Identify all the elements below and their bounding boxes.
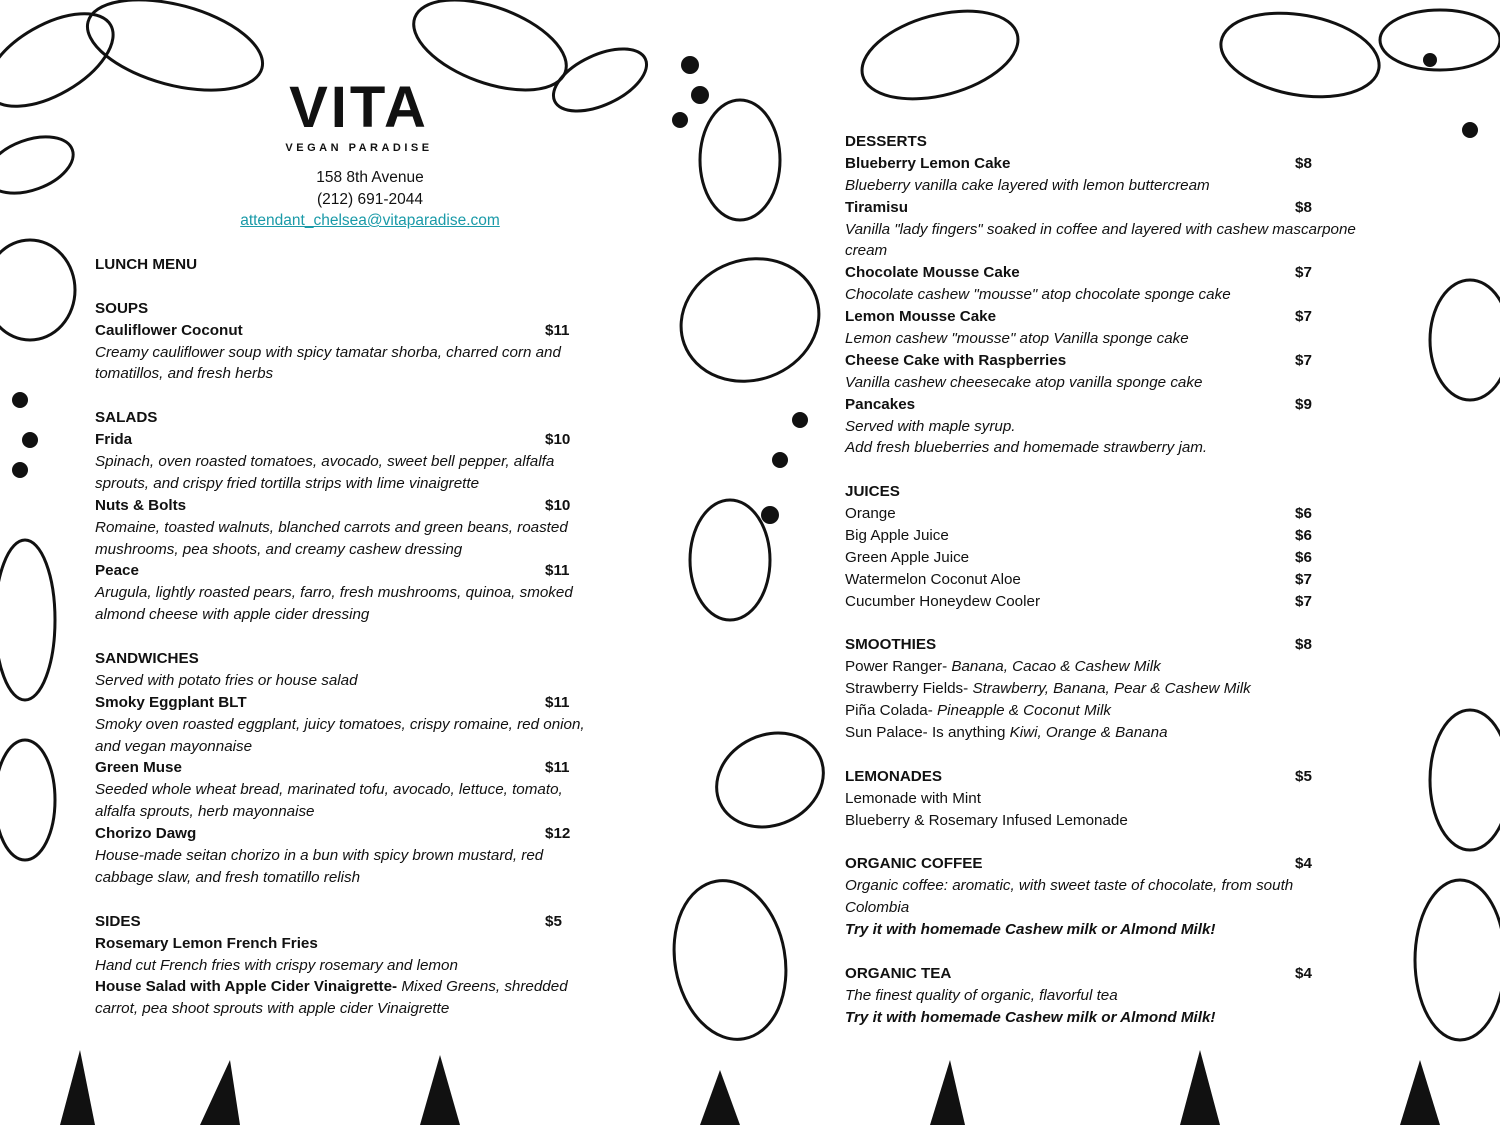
- menu-item-name: House Salad with Apple Cider Vinaigrette-: [95, 978, 402, 996]
- menu-item-name: DESSERTS: [845, 133, 927, 150]
- menu-item-name: ORGANIC COFFEE: [845, 855, 983, 873]
- menu-item-description: Arugula, lightly roasted pears, farro, fresh mushrooms, quinoa, smoked: [95, 584, 573, 602]
- menu-item-description: Colombia: [845, 899, 910, 917]
- menu-item-name: ORGANIC TEA: [845, 964, 952, 982]
- menu-item-price: $11: [545, 321, 570, 339]
- leaf-icon: [0, 0, 128, 125]
- menu-line: [95, 867, 655, 889]
- menu-item-name: Tiramisu: [845, 198, 909, 216]
- blank-line: [95, 626, 655, 648]
- menu-item-description: Smoky oven roasted eggplant, juicy tomatoes, crispy romaine, red onion,: [95, 715, 585, 733]
- menu-item-price: $6: [1295, 527, 1312, 545]
- menu-item-price: $6: [1295, 548, 1312, 566]
- menu-item-description: carrot, pea shoot sprouts with apple cider Vinaigrette: [95, 1000, 450, 1018]
- menu-item-row: [845, 503, 1435, 525]
- menu-item-row: [95, 560, 655, 582]
- leaf-icon: [662, 872, 798, 1049]
- menu-item-description: mushrooms, pea shoots, and creamy cashew dressing: [95, 540, 463, 558]
- menu-item-description: Served with potato fries or house salad: [95, 671, 358, 689]
- menu-item-name: Big Apple Juice: [845, 527, 949, 545]
- leaf-icon: [0, 126, 81, 204]
- menu-item-name: LEMONADES: [845, 767, 943, 785]
- blank-line: [95, 385, 655, 407]
- menu-item-row: [95, 692, 655, 714]
- menu-item-row: [845, 525, 1435, 547]
- menu-item-name: Power Ranger-: [845, 658, 952, 676]
- menu-line: [845, 284, 1435, 306]
- menu-item-row: [845, 350, 1435, 372]
- menu-item-row: [845, 262, 1435, 284]
- menu-item-row: [845, 634, 1435, 656]
- menu-item-name: SIDES: [95, 912, 141, 930]
- menu-line: [845, 810, 1435, 832]
- menu-line: [95, 998, 655, 1020]
- menu-item-name: LUNCH MENU: [95, 256, 198, 273]
- menu-item-row: [95, 823, 655, 845]
- menu-item-row: [845, 963, 1435, 985]
- menu-item-price: $5: [545, 912, 562, 930]
- blank-line: [95, 276, 655, 298]
- menu-item-description: and vegan mayonnaise: [95, 737, 253, 755]
- blank-line: [845, 832, 1435, 854]
- menu-item-row: [845, 569, 1435, 591]
- menu-item-name: JUICES: [845, 483, 900, 501]
- menu-item-row: [95, 757, 655, 779]
- menu-item-name: Lemonade with Mint: [845, 789, 981, 807]
- menu-item-name: Lemon Mousse Cake: [845, 308, 997, 326]
- menu-item-name: Frida: [95, 431, 133, 449]
- menu-line: [95, 451, 655, 473]
- menu-item-row: [845, 394, 1435, 416]
- menu-line: [95, 407, 655, 429]
- menu-item-description: Blueberry vanilla cake layered with lemon buttercream: [845, 176, 1210, 194]
- leaf-icon: [701, 716, 839, 844]
- menu-line: [95, 845, 655, 867]
- menu-line: [95, 342, 655, 364]
- lunch-menu-column: [95, 254, 655, 1020]
- menu-line: [845, 175, 1435, 197]
- menu-line: [95, 363, 655, 385]
- menu-item-description: Organic coffee: aromatic, with sweet taste of chocolate, from south: [845, 877, 1294, 895]
- phone: (212) 691-2044: [317, 190, 423, 208]
- menu-item-name: Peace: [95, 562, 139, 580]
- menu-item-name: Watermelon Coconut Aloe: [845, 570, 1021, 588]
- blank-line: [845, 744, 1435, 766]
- menu-line: [845, 722, 1435, 744]
- menu-item-price: $7: [1295, 351, 1312, 369]
- menu-line: [845, 656, 1435, 678]
- menu-item-name: Cheese Cake with Raspberries: [845, 351, 1067, 369]
- leaf-icon: [664, 240, 837, 401]
- menu-item-description: Vanilla cashew cheesecake atop vanilla sponge cake: [845, 373, 1203, 391]
- menu-line: [95, 582, 655, 604]
- menu-item-description: Banana, Cacao & Cashew Milk: [951, 658, 1161, 676]
- menu-item-price: $7: [1295, 308, 1312, 326]
- menu-line: [95, 648, 655, 670]
- menu-item-description: House-made seitan chorizo in a bun with spicy brown mustard, red: [95, 847, 544, 865]
- menu-item-name: Chocolate Mousse Cake: [845, 264, 1020, 282]
- menu-item-description: tomatillos, and fresh herbs: [95, 365, 274, 383]
- leaf-icon: [0, 540, 55, 700]
- menu-line: [845, 985, 1435, 1007]
- menu-item-description: Kiwi, Orange & Banana: [1009, 724, 1168, 742]
- menu-line: [845, 875, 1435, 897]
- menu-line: [845, 416, 1435, 438]
- menu-item-name: Try it with homemade Cashew milk or Almond Milk!: [845, 921, 1216, 939]
- menu-item-description: alfalfa sprouts, herb mayonnaise: [95, 803, 315, 821]
- menu-item-name: Smoky Eggplant BLT: [95, 693, 247, 711]
- menu-line: [95, 955, 655, 977]
- menu-item-name: Pancakes: [845, 395, 916, 413]
- menu-item-name: SALADS: [95, 409, 158, 427]
- menu-item-name: SANDWICHES: [95, 650, 199, 668]
- leaf-icon: [1214, 2, 1385, 109]
- address: 158 8th Avenue: [316, 169, 424, 186]
- menu-item-name: Blueberry & Rosemary Infused Lemonade: [845, 811, 1128, 829]
- menu-item-description: Chocolate cashew "mousse" atop chocolate sponge cake: [845, 286, 1231, 304]
- desserts-drinks-column: [845, 131, 1435, 1029]
- logo-tagline: VEGAN PARADISE: [285, 142, 433, 154]
- menu-item-price: $9: [1295, 395, 1312, 413]
- menu-item-name: Cauliflower Coconut: [95, 321, 243, 339]
- menu-item-name: Nuts & Bolts: [95, 496, 187, 514]
- menu-item-description: Served with maple syrup.: [845, 417, 1016, 435]
- menu-line: [95, 933, 655, 955]
- menu-line: [845, 240, 1435, 262]
- menu-item-price: $12: [545, 825, 571, 843]
- leaf-icon: [690, 500, 770, 620]
- menu-line: [845, 481, 1435, 503]
- blank-line: [845, 941, 1435, 963]
- menu-item-price: $5: [1295, 767, 1312, 785]
- menu-item-name: SOUPS: [95, 299, 149, 317]
- menu-item-price: $7: [1295, 570, 1312, 588]
- leaf-icon: [700, 100, 780, 220]
- leaf-icon: [0, 740, 55, 860]
- menu-item-name: Strawberry Fields-: [845, 680, 973, 698]
- menu-item-name: Orange: [845, 505, 896, 523]
- menu-item-row: [95, 320, 655, 342]
- menu-item-price: $6: [1295, 505, 1312, 523]
- menu-line: [845, 131, 1435, 153]
- leaf-icon: [78, 0, 273, 107]
- menu-item-price: $8: [1295, 198, 1312, 216]
- menu-line: [95, 604, 655, 626]
- menu-item-description: Hand cut French fries with crispy rosemary and lemon: [95, 956, 458, 974]
- menu-item-row: [95, 429, 655, 451]
- menu-line: [95, 254, 655, 276]
- menu-item-name: SMOOTHIES: [845, 636, 937, 654]
- menu-item-price: $4: [1295, 964, 1312, 982]
- menu-item-price: $11: [545, 693, 570, 711]
- menu-item-row: [845, 306, 1435, 328]
- leaf-icon: [0, 240, 75, 340]
- leaf-icon: [1430, 710, 1500, 850]
- menu-item-row: [845, 153, 1435, 175]
- menu-item-description: Romaine, toasted walnuts, blanched carrots and green beans, roasted: [95, 518, 568, 536]
- menu-item-row: [845, 591, 1435, 613]
- menu-line: [95, 779, 655, 801]
- menu-item-description: Spinach, oven roasted tomatoes, avocado, sweet bell pepper, alfalfa: [95, 453, 555, 471]
- menu-line: [95, 736, 655, 758]
- menu-item-row: [845, 547, 1435, 569]
- menu-line: [95, 539, 655, 561]
- menu-item-row: [95, 911, 655, 933]
- menu-line: [845, 700, 1435, 722]
- menu-item-description: Strawberry, Banana, Pear & Cashew Milk: [972, 680, 1251, 698]
- menu-line: [95, 976, 655, 998]
- menu-item-name: Cucumber Honeydew Cooler: [845, 592, 1040, 610]
- menu-item-row: [845, 766, 1435, 788]
- menu-item-row: [845, 853, 1435, 875]
- blank-line: [845, 459, 1435, 481]
- menu-item-price: $11: [545, 562, 570, 580]
- menu-line: [845, 788, 1435, 810]
- menu-item-price: $8: [1295, 154, 1312, 172]
- menu-item-description: sprouts, and crispy fried tortilla strips with lime vinaigrette: [95, 474, 480, 492]
- menu-item-description: Mixed Greens, shredded: [401, 978, 568, 996]
- leaf-icon: [1380, 10, 1500, 70]
- menu-line: [845, 372, 1435, 394]
- contact-info: [210, 167, 530, 232]
- menu-item-price: $8: [1295, 636, 1312, 654]
- menu-item-price: $11: [545, 759, 570, 777]
- blank-line: [95, 889, 655, 911]
- menu-item-description: cabbage slaw, and fresh tomatillo relish: [95, 868, 361, 886]
- menu-item-price: $10: [545, 496, 571, 514]
- leaf-icon: [544, 36, 656, 124]
- menu-line: [845, 897, 1435, 919]
- email-link[interactable]: attendant_chelsea@vitaparadise.com: [240, 212, 500, 229]
- menu-item-name: Chorizo Dawg: [95, 825, 197, 843]
- menu-line: [95, 473, 655, 495]
- menu-line: [95, 670, 655, 692]
- menu-item-name: Try it with homemade Cashew milk or Almond Milk!: [845, 1008, 1216, 1026]
- menu-item-price: $7: [1295, 264, 1312, 282]
- menu-item-price: $10: [545, 431, 571, 449]
- menu-item-name: Green Muse: [95, 759, 182, 777]
- menu-item-description: Seeded whole wheat bread, marinated tofu, avocado, lettuce, tomato,: [95, 781, 563, 799]
- menu-line: [845, 328, 1435, 350]
- menu-item-name: Blueberry Lemon Cake: [845, 154, 1011, 172]
- menu-line: [845, 919, 1435, 941]
- menu-item-row: [845, 197, 1435, 219]
- menu-item-description: Creamy cauliflower soup with spicy tamatar shorba, charred corn and: [95, 343, 561, 361]
- menu-item-description: cream: [845, 242, 888, 260]
- menu-item-description: Vanilla "lady fingers" soaked in coffee and layered with cashew mascarpone: [845, 220, 1356, 238]
- menu-item-description: Lemon cashew "mousse" atop Vanilla sponge cake: [845, 330, 1189, 348]
- menu-item-name: Green Apple Juice: [845, 548, 970, 566]
- blank-line: [845, 613, 1435, 635]
- menu-item-name: Piña Colada-: [845, 702, 938, 720]
- menu-line: [845, 678, 1435, 700]
- menu-item-price: $7: [1295, 592, 1312, 610]
- menu-item-name: Rosemary Lemon French Fries: [95, 934, 318, 952]
- menu-item-description: almond cheese with apple cider dressing: [95, 606, 370, 624]
- logo-wordmark: VITA: [289, 75, 429, 140]
- menu-item-description: Pineapple & Coconut Milk: [937, 702, 1111, 720]
- menu-item-row: [95, 495, 655, 517]
- leaf-icon: [1430, 280, 1500, 400]
- menu-line: [845, 219, 1435, 241]
- menu-item-description: Add fresh blueberries and homemade strawberry jam.: [845, 439, 1208, 457]
- vita-logo: [276, 75, 442, 154]
- menu-item-price: $4: [1295, 855, 1312, 873]
- menu-line: [845, 1007, 1435, 1029]
- menu-line: [95, 801, 655, 823]
- leaf-icon: [852, 0, 1027, 114]
- menu-item-description: The finest quality of organic, flavorful tea: [845, 986, 1118, 1004]
- menu-line: [95, 298, 655, 320]
- menu-line: [95, 517, 655, 539]
- menu-item-name: Sun Palace- Is anything: [845, 724, 1010, 742]
- menu-line: [95, 714, 655, 736]
- menu-line: [845, 437, 1435, 459]
